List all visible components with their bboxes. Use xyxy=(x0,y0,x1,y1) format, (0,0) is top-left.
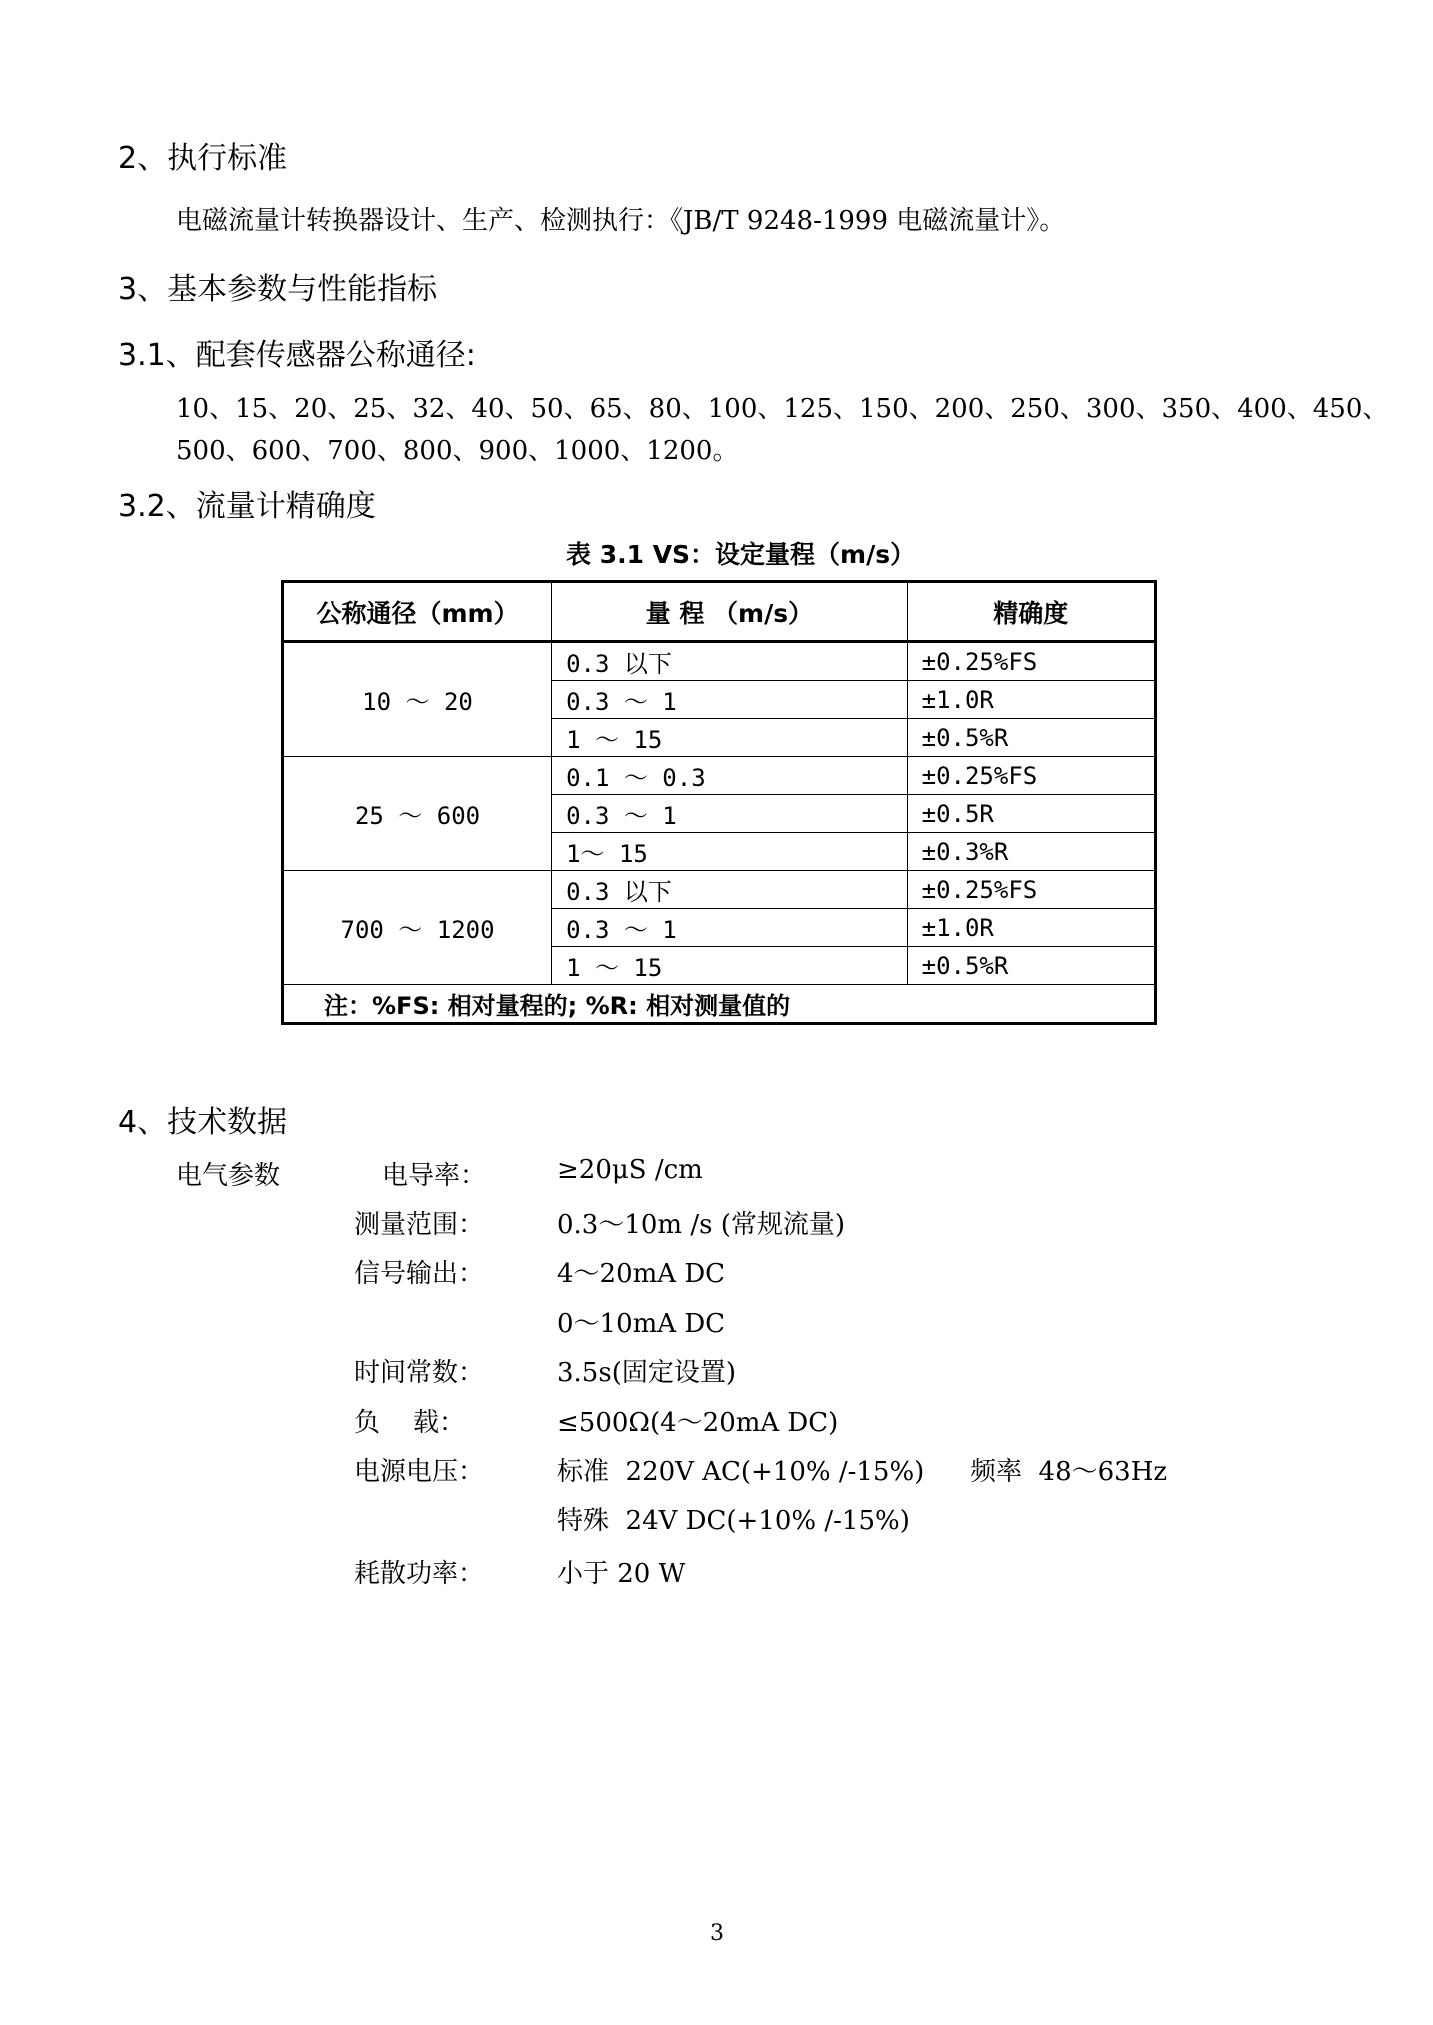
measuring-range-label: 测量范围： xyxy=(354,1210,485,1240)
range-cell: 0.1 ～ 0.3 xyxy=(552,757,908,795)
section-3-heading: 3、基本参数与性能指标 xyxy=(118,272,438,307)
table-note-row xyxy=(283,985,1156,1024)
section-2-heading: 2、执行标准 xyxy=(118,141,288,176)
range-cell: 0.3 ～ 1 xyxy=(552,795,908,833)
load-label: 负 载： xyxy=(354,1408,466,1438)
accuracy-cell: ±0.25%FS xyxy=(907,757,1155,795)
power-dissipation-value: 小于 20 W xyxy=(557,1559,686,1589)
header-diameter: 公称通径（mm） xyxy=(283,582,552,642)
range-cell: 0.3 以下 xyxy=(552,642,908,681)
table-header-row xyxy=(283,582,1156,642)
range-cell: 1 ～ 15 xyxy=(552,719,908,757)
accuracy-cell: ±0.25%FS xyxy=(907,642,1155,681)
accuracy-table xyxy=(281,580,1157,1025)
accuracy-cell: ±0.3%R xyxy=(907,833,1155,871)
electrical-params-label: 电气参数 xyxy=(176,1161,281,1191)
section-2-text: 电磁流量计转换器设计、生产、检测执行：《JB/T 9248-1999 电磁流量计》。 xyxy=(176,206,1066,236)
range-cell: 0.3 ～ 1 xyxy=(552,681,908,719)
accuracy-cell: ±0.5%R xyxy=(907,947,1155,985)
section-3-2-heading: 3.2、流量计精确度 xyxy=(118,489,376,524)
section-3-1-heading: 3.1、配套传感器公称通径: xyxy=(118,338,476,373)
page-number: 3 xyxy=(710,1921,724,1946)
accuracy-cell: ±0.25%FS xyxy=(907,871,1155,909)
time-constant-value: 3.5s(固定设置) xyxy=(557,1358,736,1388)
supply-voltage-special: 特殊 24V DC(+10% /-15%) xyxy=(557,1506,910,1536)
accuracy-cell: ±0.5%R xyxy=(907,719,1155,757)
range-cell: 0.3 以下 xyxy=(552,871,908,909)
accuracy-cell: ±1.0R xyxy=(907,681,1155,719)
measuring-range-value: 0.3～10m /s (常规流量) xyxy=(557,1210,846,1240)
accuracy-cell: ±0.5R xyxy=(907,795,1155,833)
load-value: ≤500Ω(4～20mA DC) xyxy=(557,1408,839,1438)
conductivity-label: 电导率： xyxy=(382,1161,487,1191)
range-cell: 0.3 ～ 1 xyxy=(552,909,908,947)
range-cell: 1 ～ 15 xyxy=(552,947,908,985)
signal-output-value-1: 4～20mA DC xyxy=(557,1259,726,1289)
diameter-list-line-2: 500、600、700、800、900、1000、1200。 xyxy=(176,436,739,466)
signal-output-label: 信号输出： xyxy=(354,1259,485,1289)
supply-voltage-label: 电源电压： xyxy=(354,1457,485,1487)
table-note: 注：%FS: 相对量程的; %R: 相对测量值的 xyxy=(283,985,1156,1024)
signal-output-value-2: 0～10mA DC xyxy=(557,1309,726,1339)
supply-frequency: 频率 48～63Hz xyxy=(970,1457,1168,1487)
diameter-list-line-1: 10、15、20、25、32、40、50、65、80、100、125、150、200、250、300、350、400、450、 xyxy=(176,394,1389,424)
table-row xyxy=(283,871,1156,909)
time-constant-label: 时间常数： xyxy=(354,1358,485,1388)
header-range: 量 程 （m/s） xyxy=(552,582,908,642)
table-row xyxy=(283,757,1156,795)
section-4-heading: 4、技术数据 xyxy=(118,1105,288,1140)
diameter-cell: 25 ～ 600 xyxy=(283,757,552,871)
accuracy-cell: ±1.0R xyxy=(907,909,1155,947)
conductivity-value: ≥20μS /cm xyxy=(557,1155,703,1185)
header-accuracy: 精确度 xyxy=(907,582,1155,642)
table-caption: 表 3.1 VS：设定量程（m/s） xyxy=(566,540,916,569)
table-row xyxy=(283,642,1156,681)
range-cell: 1～ 15 xyxy=(552,833,908,871)
power-dissipation-label: 耗散功率： xyxy=(354,1559,485,1589)
diameter-cell: 10 ～ 20 xyxy=(283,642,552,757)
supply-voltage-standard: 标准 220V AC(+10% /-15%) xyxy=(557,1457,925,1487)
diameter-cell: 700 ～ 1200 xyxy=(283,871,552,985)
